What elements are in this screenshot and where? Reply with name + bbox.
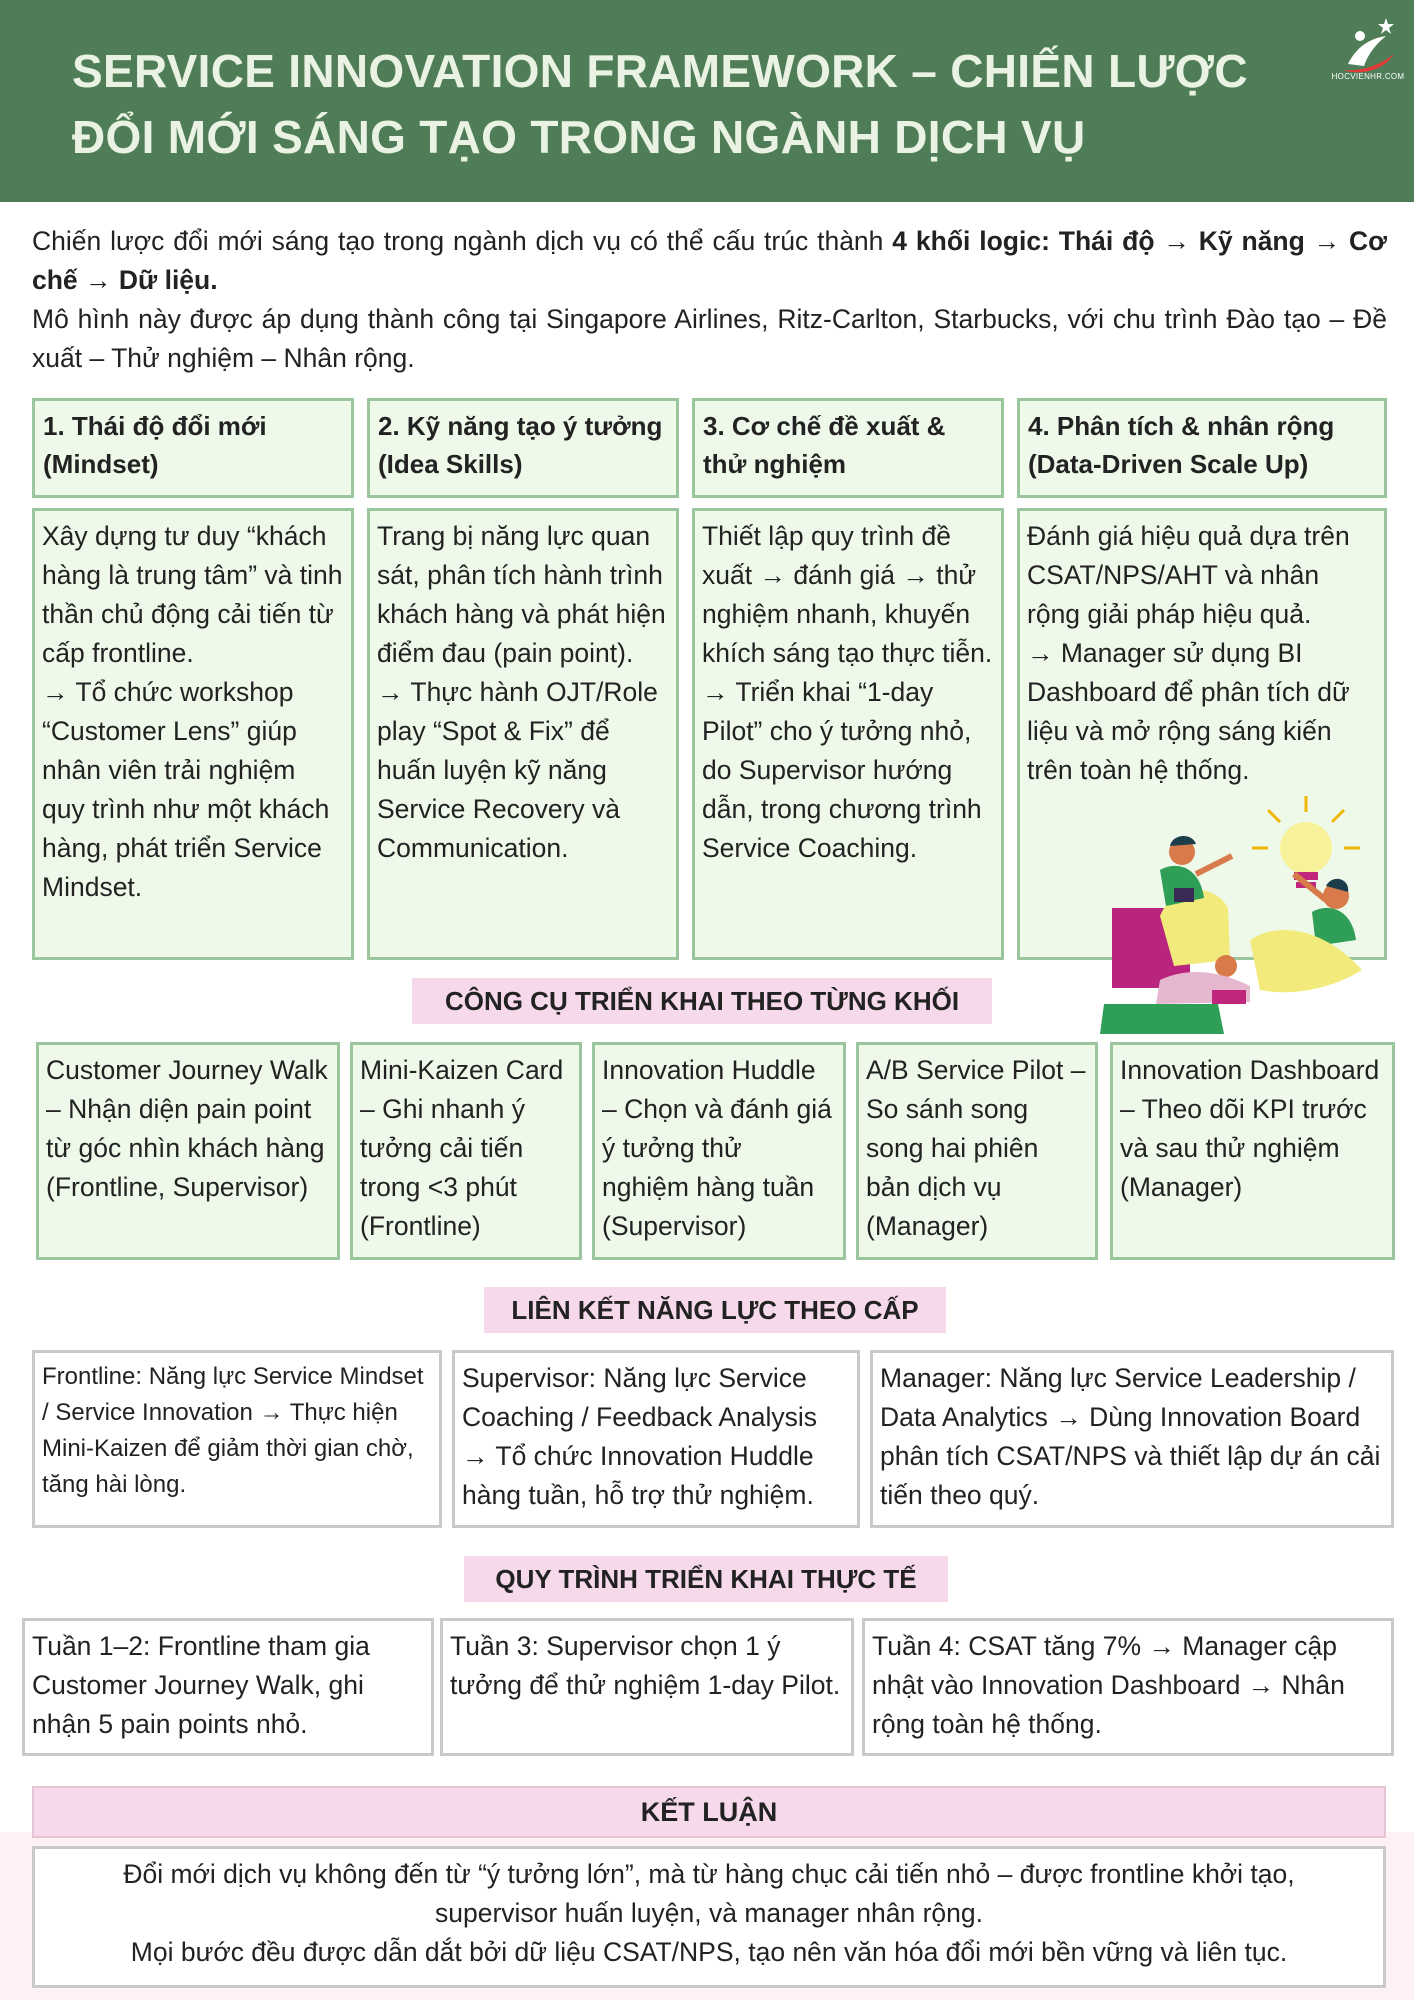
block-1-body — [32, 508, 354, 960]
logo-text: HOCVIENHR.COM — [1331, 72, 1405, 81]
level-card-supervisor: Supervisor: Năng lực Service Coaching / Feedback Analysis → Tổ chức Innovation Huddle hàng tuần, hỗ trợ thử nghiệm. — [452, 1350, 860, 1528]
block-2-action: → Thực hành OJT/Role play “Spot & Fix” để huấn luyện kỹ năng Service Recovery và Communication. — [377, 677, 658, 863]
process-step-2: Tuần 3: Supervisor chọn 1 ý tưởng để thử nghiệm 1-day Pilot. — [440, 1618, 854, 1756]
innovation-team-illustration — [1100, 790, 1400, 1040]
block-3-action: → Triển khai “1-day Pilot” cho ý tưởng nhỏ, do Supervisor hướng dẫn, trong chương trình Service Coaching. — [702, 677, 982, 863]
conclusion-body — [32, 1846, 1386, 1988]
conclusion-line-1: Đổi mới dịch vụ không đến từ “ý tưởng lớn”, mà từ hàng chục cải tiến nhỏ – được frontline khởi tạo, — [123, 1859, 1295, 1889]
conclusion-line-3: Mọi bước đều được dẫn dắt bởi dữ liệu CSAT/NPS, tạo nên văn hóa đổi mới bền vững và liên tục. — [130, 1937, 1288, 1967]
page-header — [0, 0, 1414, 202]
page-title — [72, 38, 1302, 170]
block-2-body — [367, 508, 679, 960]
intro-bold: 4 khối logic: Thái độ → Kỹ năng → Cơ chế → Dữ liệu. — [32, 226, 1388, 295]
block-1-action: → Tổ chức workshop “Customer Lens” giúp nhân viên trải nghiệm quy trình như một khách hàng, phát triển Service Mindset. — [42, 677, 330, 902]
block-4-desc: Đánh giá hiệu quả dựa trên CSAT/NPS/AHT và nhân rộng giải pháp hiệu quả. — [1027, 521, 1350, 629]
tools-section-title: CÔNG CỤ TRIỂN KHAI THEO TỪNG KHỐI — [412, 978, 992, 1024]
tool-card-1: Customer Journey Walk – Nhận diện pain point từ góc nhìn khách hàng (Frontline, Supervisor) — [36, 1042, 340, 1260]
intro — [32, 222, 1387, 378]
block-2-title: 2. Kỹ năng tạo ý tưởng (Idea Skills) — [367, 398, 679, 498]
intro-paragraph-1 — [32, 222, 1387, 300]
intro-paragraph-2: Mô hình này được áp dụng thành công tại Singapore Airlines, Ritz-Carlton, Starbucks, với chu trình Đào tạo – Đề xuất – Thử nghiệm – Nhân rộng. — [32, 304, 1387, 373]
page-title-line-2: ĐỔI MỚI SÁNG TẠO TRONG NGÀNH DỊCH VỤ — [72, 111, 1086, 163]
intro-text: Chiến lược đổi mới sáng tạo trong ngành dịch vụ có thể cấu trúc thành — [32, 226, 893, 256]
level-card-frontline: Frontline: Năng lực Service Mindset / Service Innovation → Thực hiện Mini-Kaizen để giảm thời gian chờ, tăng hài lòng. — [32, 1350, 442, 1528]
block-3-body — [692, 508, 1004, 960]
tool-card-4: A/B Service Pilot – So sánh song song hai phiên bản dịch vụ (Manager) — [856, 1042, 1098, 1260]
block-2-desc: Trang bị năng lực quan sát, phân tích hành trình khách hàng và phát hiện điểm đau (pain point). — [377, 521, 666, 668]
tool-card-2: Mini-Kaizen Card – Ghi nhanh ý tưởng cải tiến trong <3 phút (Frontline) — [350, 1042, 582, 1260]
block-1-title: 1. Thái độ đổi mới (Mindset) — [32, 398, 354, 498]
tool-card-5: Innovation Dashboard – Theo dõi KPI trước và sau thử nghiệm (Manager) — [1110, 1042, 1395, 1260]
light-bulb-icon — [1252, 796, 1360, 888]
level-card-manager: Manager: Năng lực Service Leadership / Data Analytics → Dùng Innovation Board phân tích CSAT/NPS và thiết lập dự án cải tiến theo quý. — [870, 1350, 1394, 1528]
block-1-desc: Xây dựng tư duy “khách hàng là trung tâm” và tinh thần chủ động cải tiến từ cấp frontline. — [42, 521, 343, 668]
block-3-desc: Thiết lập quy trình đề xuất → đánh giá → thử nghiệm nhanh, khuyến khích sáng tạo thực tiễn. — [702, 521, 993, 668]
levels-section-title: LIÊN KẾT NĂNG LỰC THEO CẤP — [484, 1287, 946, 1333]
tool-card-3: Innovation Huddle – Chọn và đánh giá ý tưởng thử nghiệm hàng tuần (Supervisor) — [592, 1042, 846, 1260]
process-step-3: Tuần 4: CSAT tăng 7% → Manager cập nhật vào Innovation Dashboard → Nhân rộng toàn hệ thống. — [862, 1618, 1394, 1756]
page-title-line-1: SERVICE INNOVATION FRAMEWORK – CHIẾN LƯỢC — [72, 45, 1248, 97]
process-step-1: Tuần 1–2: Frontline tham gia Customer Journey Walk, ghi nhận 5 pain points nhỏ. — [22, 1618, 434, 1756]
process-section-title: QUY TRÌNH TRIỂN KHAI THỰC TẾ — [464, 1556, 948, 1602]
block-4-action: → Manager sử dụng BI Dashboard để phân tích dữ liệu và mở rộng sáng kiến trên toàn hệ thống. — [1027, 638, 1350, 785]
block-4-title: 4. Phân tích & nhân rộng (Data-Driven Scale Up) — [1017, 398, 1387, 498]
conclusion-line-2: supervisor huấn luyện, và manager nhân rộng. — [434, 1898, 983, 1928]
conclusion-title: KẾT LUẬN — [32, 1786, 1386, 1838]
block-3-title: 3. Cơ chế đề xuất & thử nghiệm — [692, 398, 1004, 498]
